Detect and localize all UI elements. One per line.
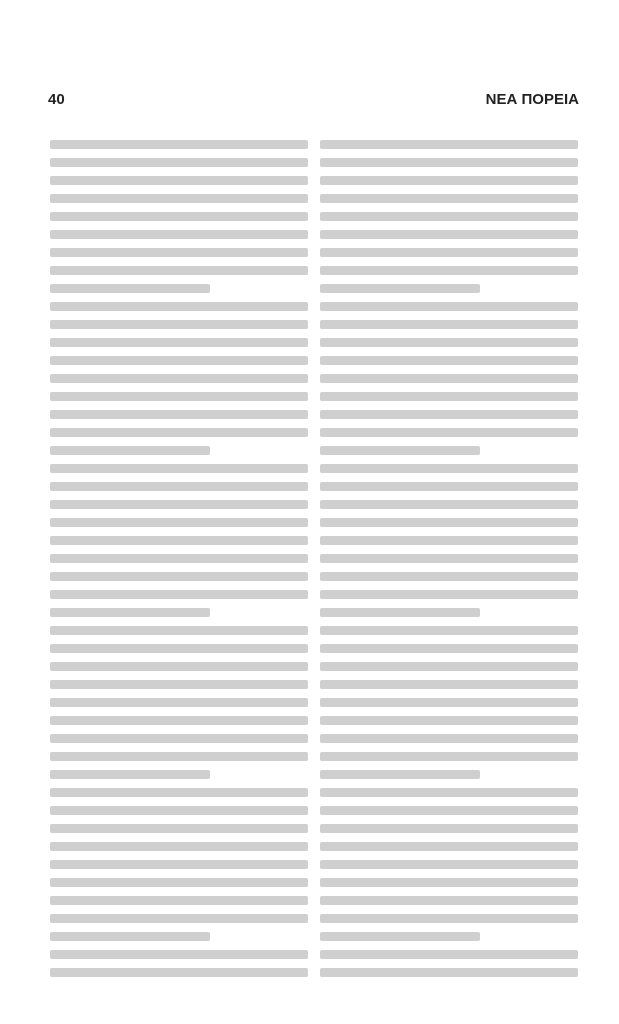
text-line-placeholder [320, 428, 578, 437]
text-line-placeholder [50, 932, 210, 941]
text-line-placeholder [50, 212, 308, 221]
text-line-placeholder [50, 266, 308, 275]
text-line-placeholder [320, 752, 578, 761]
text-line-placeholder [320, 788, 578, 797]
text-line-placeholder [50, 770, 210, 779]
text-line-placeholder [50, 752, 308, 761]
text-line-placeholder [320, 482, 578, 491]
text-line-placeholder [50, 572, 308, 581]
text-line-placeholder [320, 230, 578, 239]
text-line-placeholder [320, 374, 578, 383]
text-line-placeholder [320, 644, 578, 653]
text-line-placeholder [50, 554, 308, 563]
text-line-placeholder [50, 356, 308, 365]
text-line-placeholder [50, 248, 308, 257]
text-line-placeholder [320, 518, 578, 527]
text-line-placeholder [320, 608, 480, 617]
text-line-placeholder [50, 626, 308, 635]
text-line-placeholder [50, 158, 308, 167]
text-line-placeholder [320, 968, 578, 977]
text-line-placeholder [50, 644, 308, 653]
text-line-placeholder [50, 662, 308, 671]
journal-name: ΝΕΑ ΠΟΡΕΙΑ [485, 90, 579, 108]
text-line-placeholder [50, 914, 308, 923]
text-line-placeholder [320, 950, 578, 959]
text-line-placeholder [50, 806, 308, 815]
text-line-placeholder [50, 860, 308, 869]
text-line-placeholder [320, 842, 578, 851]
text-line-placeholder [320, 320, 578, 329]
text-line-placeholder [320, 626, 578, 635]
text-line-placeholder [50, 392, 308, 401]
text-line-placeholder [50, 194, 308, 203]
text-line-placeholder [50, 176, 308, 185]
text-line-placeholder [320, 194, 578, 203]
text-line-placeholder [320, 338, 578, 347]
text-line-placeholder [50, 428, 308, 437]
text-line-placeholder [320, 806, 578, 815]
text-line-placeholder [50, 284, 210, 293]
text-line-placeholder [320, 878, 578, 887]
text-line-placeholder [50, 788, 308, 797]
text-line-placeholder [50, 824, 308, 833]
text-line-placeholder [320, 212, 578, 221]
text-line-placeholder [320, 590, 578, 599]
text-line-placeholder [320, 140, 578, 149]
text-line-placeholder [320, 284, 480, 293]
page-number: 40 [48, 90, 65, 108]
text-line-placeholder [320, 698, 578, 707]
text-line-placeholder [50, 950, 308, 959]
text-line-placeholder [320, 716, 578, 725]
text-line-placeholder [320, 536, 578, 545]
text-line-placeholder [50, 140, 308, 149]
text-line-placeholder [50, 302, 308, 311]
text-line-placeholder [50, 338, 308, 347]
text-line-placeholder [320, 392, 578, 401]
text-line-placeholder [50, 500, 308, 509]
text-line-placeholder [50, 374, 308, 383]
text-line-placeholder [50, 464, 308, 473]
text-line-placeholder [320, 572, 578, 581]
text-line-placeholder [320, 410, 578, 419]
text-line-placeholder [320, 302, 578, 311]
text-line-placeholder [50, 734, 308, 743]
text-line-placeholder [50, 716, 308, 725]
text-line-placeholder [50, 680, 308, 689]
text-line-placeholder [50, 842, 308, 851]
text-line-placeholder [50, 446, 210, 455]
text-line-placeholder [320, 896, 578, 905]
text-line-placeholder [320, 464, 578, 473]
text-line-placeholder [320, 770, 480, 779]
text-line-placeholder [320, 446, 480, 455]
left-column [50, 140, 308, 980]
text-line-placeholder [50, 536, 308, 545]
text-line-placeholder [50, 968, 308, 977]
text-line-placeholder [320, 158, 578, 167]
text-line-placeholder [320, 554, 578, 563]
text-line-placeholder [320, 356, 578, 365]
page-header [48, 88, 579, 110]
text-line-placeholder [50, 698, 308, 707]
text-line-placeholder [320, 680, 578, 689]
text-line-placeholder [320, 734, 578, 743]
text-line-placeholder [320, 266, 578, 275]
right-column [320, 140, 578, 980]
text-line-placeholder [320, 662, 578, 671]
text-line-placeholder [50, 590, 308, 599]
text-line-placeholder [320, 860, 578, 869]
text-line-placeholder [50, 482, 308, 491]
text-line-placeholder [320, 824, 578, 833]
text-line-placeholder [50, 896, 308, 905]
text-line-placeholder [50, 878, 308, 887]
text-line-placeholder [50, 320, 308, 329]
text-line-placeholder [50, 518, 308, 527]
text-line-placeholder [320, 176, 578, 185]
text-line-placeholder [50, 608, 210, 617]
text-line-placeholder [320, 914, 578, 923]
text-line-placeholder [320, 500, 578, 509]
text-line-placeholder [50, 230, 308, 239]
text-line-placeholder [320, 248, 578, 257]
text-line-placeholder [50, 410, 308, 419]
text-line-placeholder [320, 932, 480, 941]
